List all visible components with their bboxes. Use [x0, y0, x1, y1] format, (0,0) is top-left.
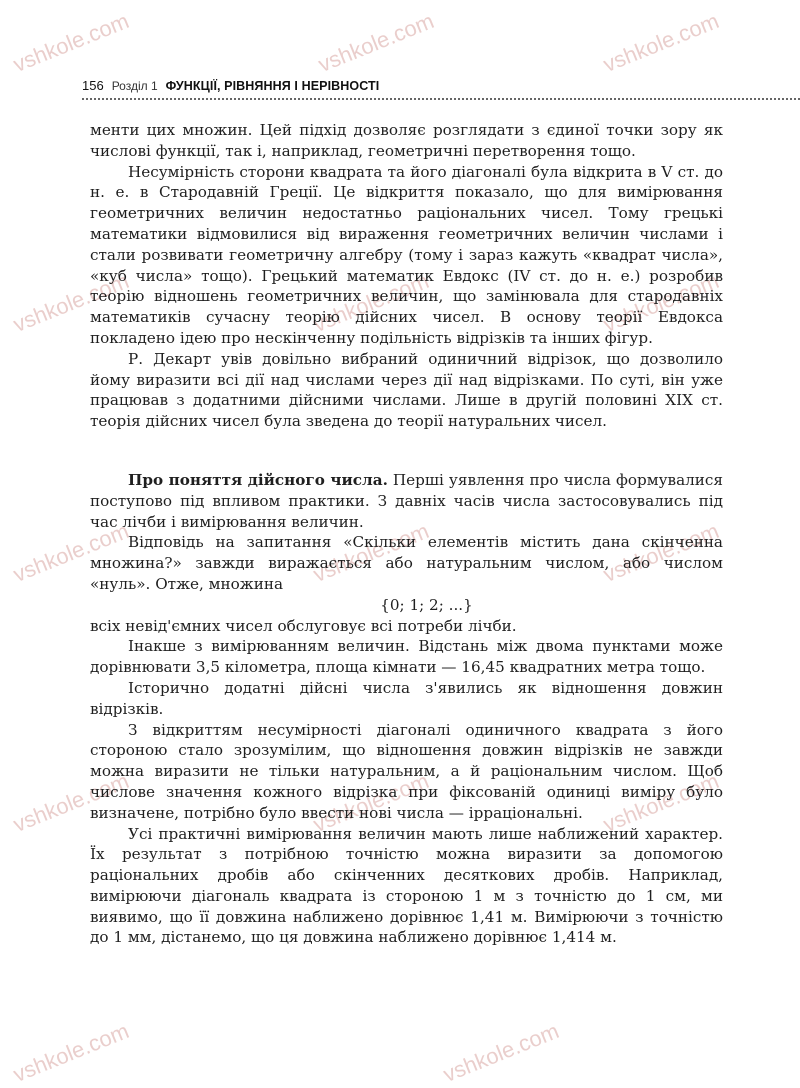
section-label: Розділ 1 [111, 79, 158, 93]
header-divider [82, 98, 800, 100]
watermark: vshkole.com [309, 768, 433, 838]
set-formula: {0; 1; 2; ...} [380, 595, 473, 614]
paragraph: Інакше з вимірюванням величин. Відстань між двома пунктами може дорівнювати 3,5 кілометра, площа кімнати — 16,45 квадратних метра тощо. [90, 637, 723, 677]
page-header [82, 78, 800, 93]
paragraph: менти цих множин. Цей підхід дозволяє розглядати з єдиної точки зору як числові функції, так і, наприклад, геометричні перетворення тощо. [90, 121, 723, 160]
watermark: vshkole.com [9, 8, 133, 78]
paragraph: Відповідь на запитання «Скільки елементів містить дана скінченна множина?» завжди виражається або натуральним числом, або числом «нуль». Отже, множина [90, 533, 723, 593]
paragraph: Усі практичні вимірювання величин мають лише наближений характер. Їх результат з потрібною точністю можна виразити за допомогою раціональних дробів або скінченних десяткових дробів. Наприклад, вимірюючи діагональ квадрата із стороною 1 м з точністю до 1 см, ми виявимо, що її довжина наближено дорівнює 1,41 м. Вимірюючи з точністю до 1 мм, дістанемо, що ця довжина наближено дорівнює 1,414 м. [90, 824, 723, 947]
paragraph: Р. Декарт увів довільно вибраний одиничний відрізок, що дозволило йому виразити всі дії над числами через дії над відрізками. По суті, він уже працював з додатними дійсними числами. Лише в другій половині XIX ст. теорія дійсних чисел була зведена до теорії натуральних чисел. [90, 349, 723, 431]
paragraph: Несумірність сторони квадрата та його діагоналі була відкрита в V ст. до н. е. в Стародавній Греції. Це відкриття показало, що для вимірювання геометричних величин недостатньо раціональних чисел. Тому грецькі математики відмовилися від вираження геометричних величин числами і стали розвивати геометричну алгебру (тому і зараз кажуть «квадрат числа», «куб числа» тощо). Грецький математик Евдокс (IV ст. до н. е.) розробив теорію відношень геометричних величин, що замінювала для стародавніх математиків сучасну теорію дійсних чисел. В основу теорії Евдокса покладено ідею про нескінченну подільність відрізків та інших фігур. [90, 162, 723, 347]
paragraph: Історично додатні дійсні числа з'явились як відношення довжин відрізків. [90, 678, 723, 718]
watermark: vshkole.com [9, 268, 133, 338]
watermark: vshkole.com [599, 768, 723, 838]
paragraph: всіх невід'ємних чисел обслуговує всі потреби лічби. [90, 616, 517, 635]
watermark: vshkole.com [599, 8, 723, 78]
watermark: vshkole.com [314, 8, 438, 78]
chapter-title: ФУНКЦІЇ, РІВНЯННЯ І НЕРІВНОСТІ [165, 79, 380, 93]
page-number: 156 [82, 78, 104, 93]
subsection-paragraph [90, 470, 723, 532]
subsection-text: Перші уявлення про числа формувалися поступово під впливом практики. З давніх часів числа застосовувались під час лічби і вимірювання величин. [90, 470, 723, 531]
watermark: vshkole.com [9, 768, 133, 838]
watermark: vshkole.com [439, 1018, 563, 1088]
paragraph: З відкриттям несумірності діагоналі одиничного квадрата з його стороною стало зрозумілим, що відношення довжин відрізків не завжди можна виразити не тільки натуральним, а й раціональним числом. Щоб числове значення кожного відрізка при фіксованій одиниці виміру було визначене, потрібно було ввести нові числа — ірраціональні. [90, 720, 723, 822]
subsection-title: Про поняття дійсного числа. [128, 470, 388, 489]
watermark: vshkole.com [309, 518, 433, 588]
watermark: vshkole.com [9, 518, 133, 588]
page-body [90, 120, 723, 948]
watermark: vshkole.com [599, 268, 723, 338]
watermark: vshkole.com [599, 518, 723, 588]
watermark: vshkole.com [9, 1018, 133, 1088]
watermark: vshkole.com [309, 268, 433, 338]
